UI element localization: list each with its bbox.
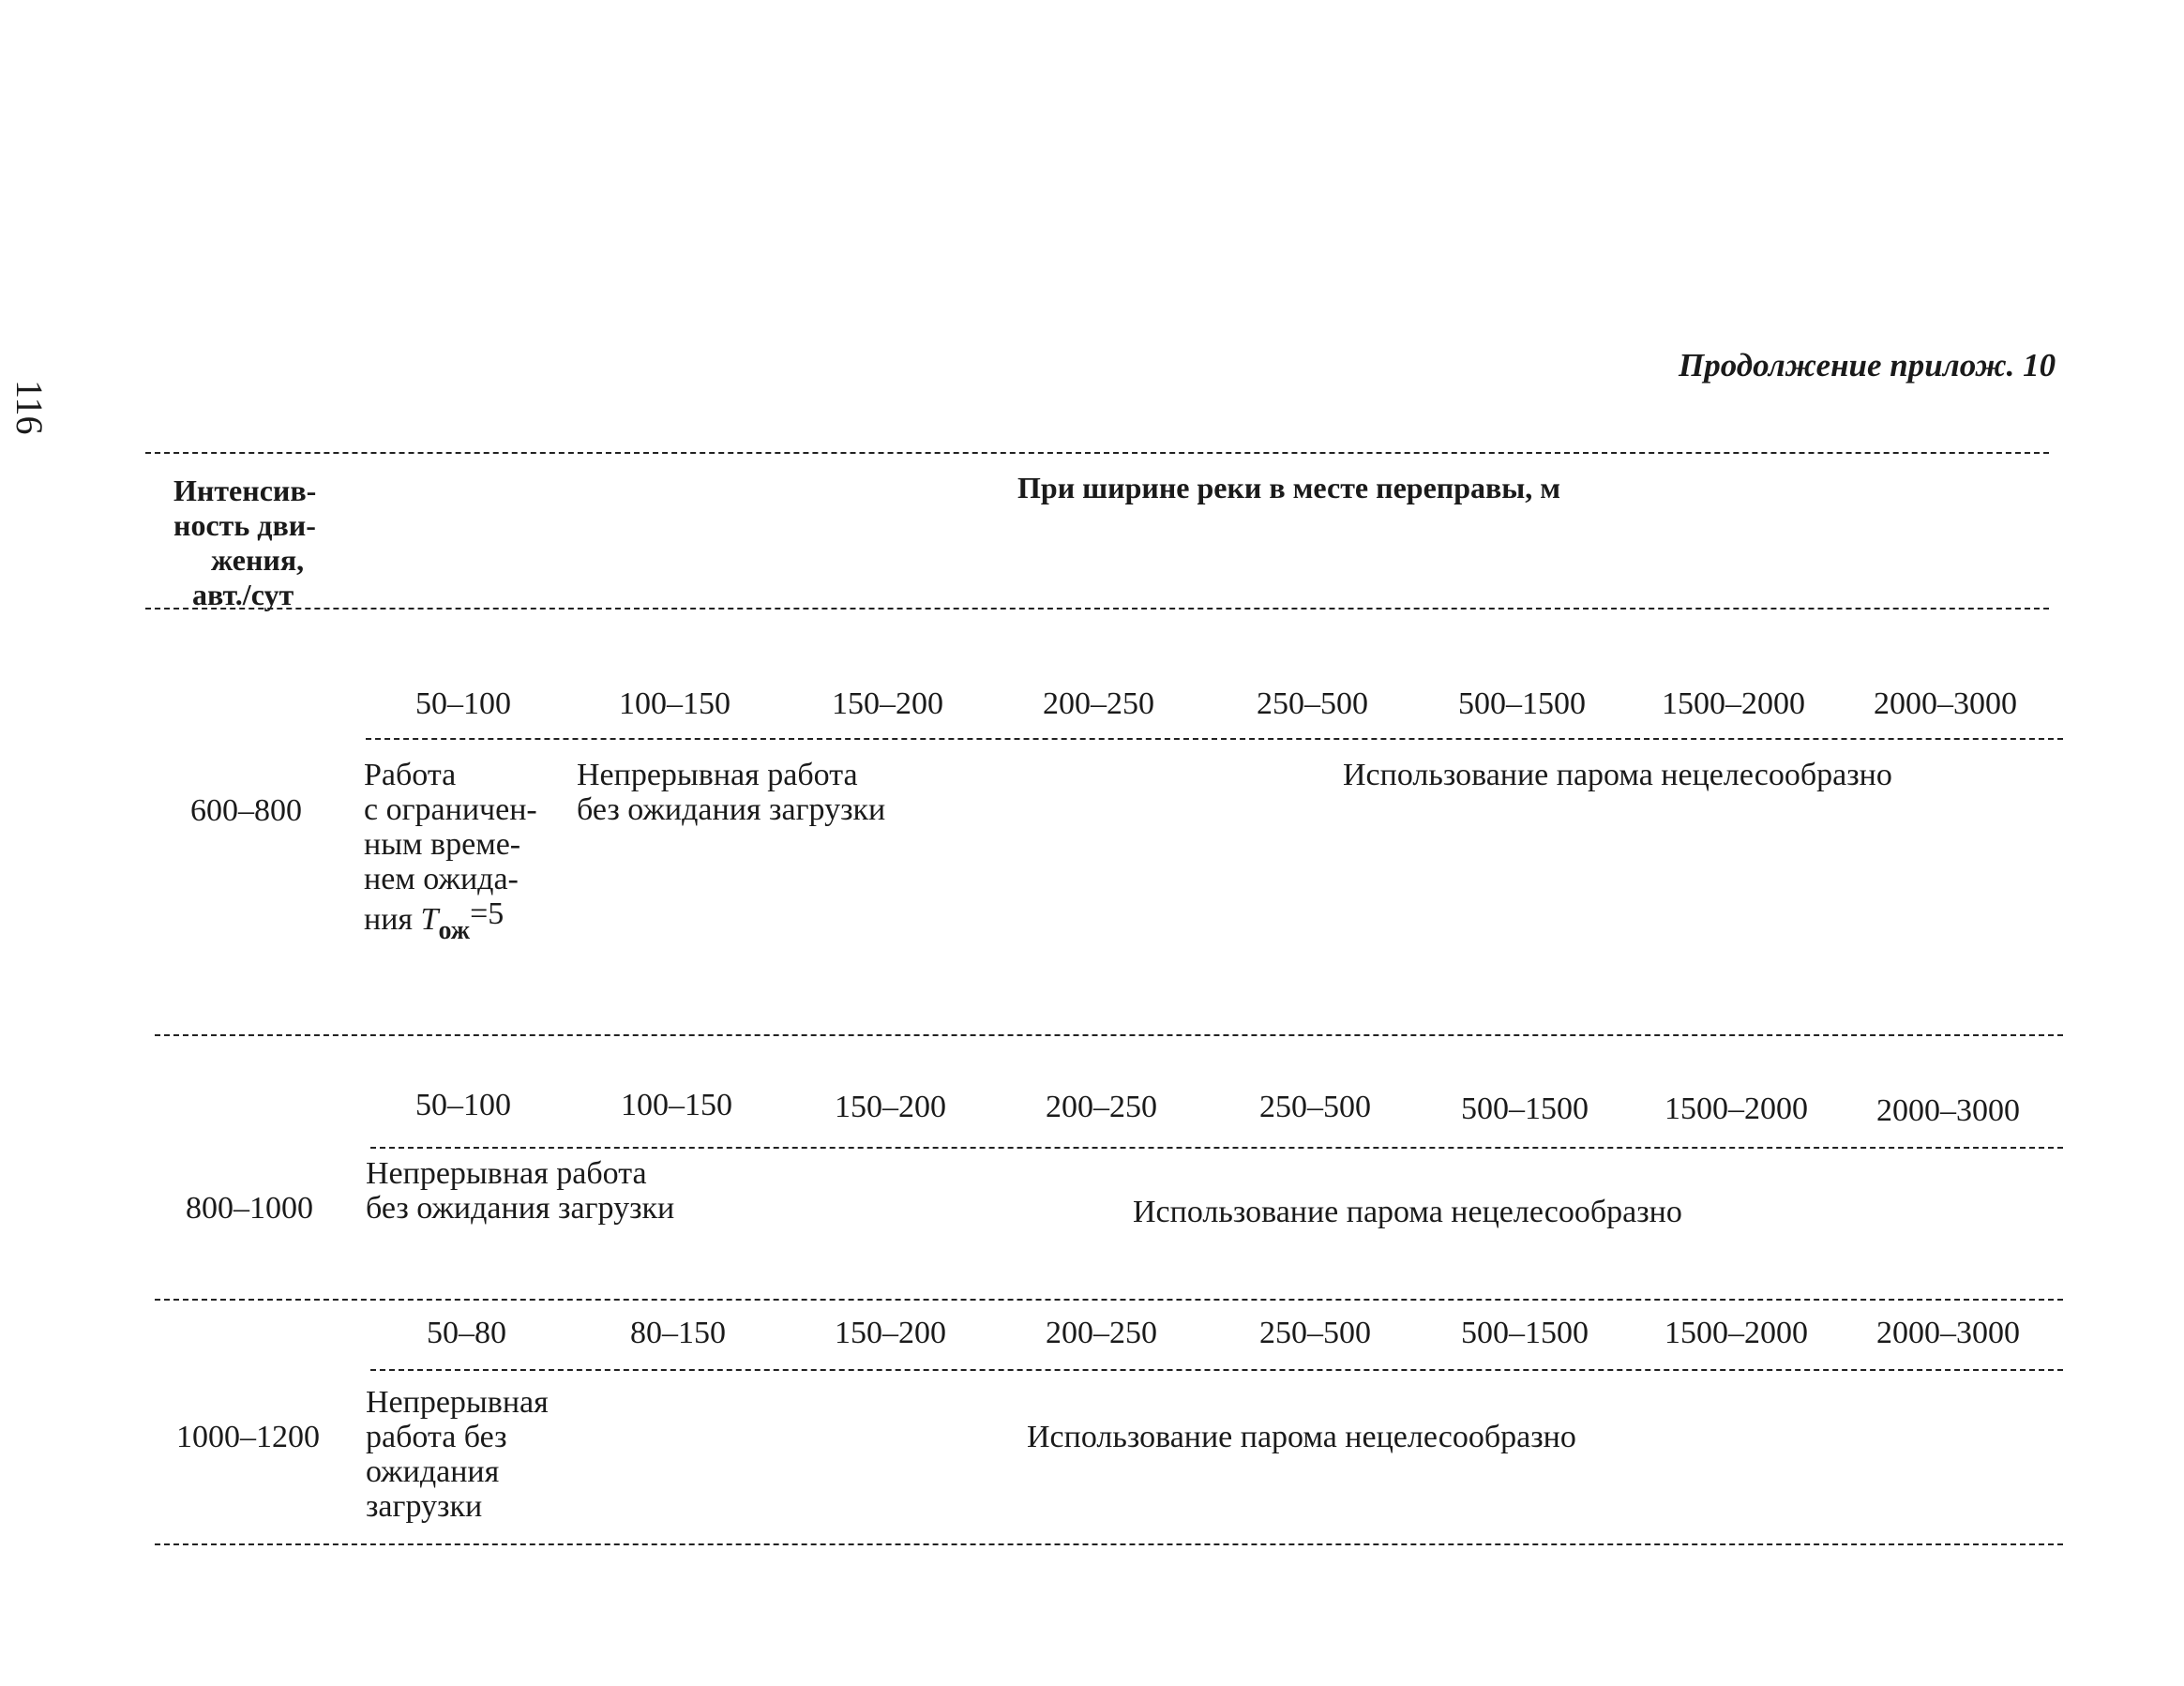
header-intensity-line: авт./сут (192, 578, 294, 611)
widths-rule (370, 1369, 2063, 1371)
width-range: 150–200 (832, 686, 943, 721)
width-range: 200–250 (1043, 686, 1154, 721)
mode-line: ожидания (366, 1454, 500, 1489)
width-range: 1500–2000 (1664, 1316, 1808, 1350)
width-range: 250–500 (1257, 686, 1368, 721)
width-range: 200–250 (1046, 1316, 1157, 1350)
mode-line: Работа (364, 758, 457, 792)
mode-line: нем ожида- (364, 862, 519, 896)
mode-line: Непрерывная работа (577, 758, 858, 792)
width-range: 50–80 (427, 1316, 506, 1350)
mode-line: Непрерывная работа (366, 1156, 647, 1191)
width-range: 250–500 (1259, 1090, 1371, 1124)
width-range: 50–100 (415, 1088, 511, 1122)
mode-line: без ожидания загрузки (577, 792, 886, 827)
mode-continuous (577, 758, 885, 827)
table-top-rule (145, 452, 2049, 454)
section-rule (155, 1299, 2063, 1301)
mode-line: загрузки (366, 1489, 483, 1524)
mode-line-text: ния (364, 902, 421, 937)
section-rule (155, 1034, 2063, 1036)
width-range: 50–100 (415, 686, 511, 721)
mode-continuous (366, 1385, 549, 1524)
width-range: 150–200 (835, 1090, 946, 1124)
mode-line-formula (364, 896, 537, 948)
width-range: 500–1500 (1458, 686, 1586, 721)
table-bottom-rule (155, 1543, 2063, 1545)
width-range: 500–1500 (1461, 1091, 1589, 1126)
mode-line: с ограничен- (364, 792, 537, 827)
width-range: 1500–2000 (1662, 686, 1805, 721)
ferry-inexpedient-note: Использование парома нецелесообразно (1343, 758, 1892, 792)
t-value: =5 (470, 896, 505, 931)
t-symbol: T (420, 902, 439, 937)
width-range: 200–250 (1046, 1090, 1157, 1124)
header-intensity (173, 474, 316, 612)
width-range: 2000–3000 (1876, 1093, 2020, 1128)
width-range: 250–500 (1259, 1316, 1371, 1350)
intensity-value: 600–800 (190, 793, 302, 828)
header-intensity-line: жения, (211, 543, 305, 577)
ferry-inexpedient-note: Использование парома нецелесообразно (1027, 1420, 1576, 1454)
width-range: 2000–3000 (1874, 686, 2017, 721)
mode-line: без ожидания загрузки (366, 1191, 675, 1226)
mode-line: ным време- (364, 827, 521, 862)
width-range: 1500–2000 (1664, 1091, 1808, 1126)
intensity-value: 800–1000 (186, 1191, 313, 1226)
header-river-width: При ширине реки в месте переправы, м (1017, 471, 1561, 504)
mode-limited-wait (364, 758, 537, 948)
page-number: 116 (8, 380, 51, 435)
width-range: 500–1500 (1461, 1316, 1589, 1350)
width-range: 150–200 (835, 1316, 946, 1350)
appendix-caption: Продолжение прилож. 10 (1679, 347, 2056, 384)
mode-line: Непрерывная (366, 1385, 549, 1420)
header-intensity-line: Интенсив- (173, 474, 317, 507)
mode-line: работа без (366, 1420, 507, 1454)
width-range: 2000–3000 (1876, 1316, 2020, 1350)
ferry-inexpedient-note: Использование парома нецелесообразно (1133, 1195, 1682, 1229)
width-range: 100–150 (621, 1088, 732, 1122)
width-range: 100–150 (619, 686, 731, 721)
width-range: 80–150 (630, 1316, 726, 1350)
header-intensity-line: ность дви- (173, 508, 316, 542)
intensity-value: 1000–1200 (176, 1420, 320, 1454)
header-bottom-rule (145, 608, 2049, 610)
t-subscript: ож (438, 916, 471, 945)
widths-rule (370, 1147, 2063, 1149)
mode-continuous (366, 1156, 674, 1226)
widths-rule (366, 738, 2063, 740)
